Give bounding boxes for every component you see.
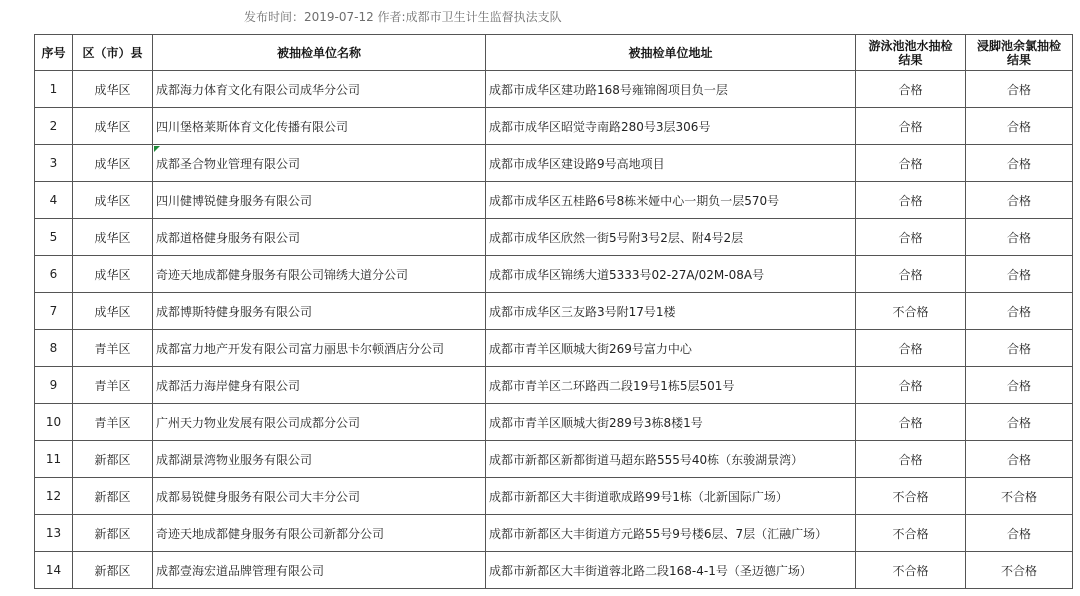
cell-foot-result: 合格 (966, 145, 1073, 182)
header-foot-result-line2: 结果 (1006, 52, 1031, 67)
cell-no: 5 (35, 219, 73, 256)
cell-district: 成华区 (73, 108, 153, 145)
cell-no: 6 (35, 256, 73, 293)
table-row (35, 404, 1073, 441)
cell-foot-result: 合格 (966, 404, 1073, 441)
table-row (35, 182, 1073, 219)
cell-no: 3 (35, 145, 73, 182)
cell-district: 青羊区 (73, 367, 153, 404)
table-body (35, 71, 1073, 589)
cell-unit-address: 成都市青羊区顺城大街269号富力中心 (486, 330, 856, 367)
header-no: 序号 (35, 35, 73, 71)
cell-district: 新都区 (73, 441, 153, 478)
cell-foot-result: 合格 (966, 367, 1073, 404)
cell-unit-name: 四川健博锐健身服务有限公司 (153, 182, 486, 219)
cell-unit-name: 奇迹天地成都健身服务有限公司新都分公司 (153, 515, 486, 552)
header-district: 区（市）县 (73, 35, 153, 71)
cell-unit-address: 成都市青羊区二环路西二段19号1栋5层501号 (486, 367, 856, 404)
cell-unit-name: 奇迹天地成都健身服务有限公司锦绣大道分公司 (153, 256, 486, 293)
cell-pool-result: 合格 (856, 404, 966, 441)
cell-no: 14 (35, 552, 73, 589)
cell-unit-address: 成都市成华区昭觉寺南路280号3层306号 (486, 108, 856, 145)
header-pool-result-line2: 结果 (898, 52, 923, 67)
cell-district: 成华区 (73, 219, 153, 256)
cell-comment-marker (154, 146, 160, 152)
cell-unit-name: 成都活力海岸健身有限公司 (153, 367, 486, 404)
cell-district: 成华区 (73, 293, 153, 330)
table-row (35, 330, 1073, 367)
cell-district: 成华区 (73, 71, 153, 108)
cell-district: 青羊区 (73, 330, 153, 367)
header-foot-result (966, 35, 1073, 71)
cell-foot-result: 合格 (966, 71, 1073, 108)
cell-foot-result: 合格 (966, 293, 1073, 330)
header-pool-result-line1: 游泳池池水抽检 (868, 38, 953, 53)
cell-district: 青羊区 (73, 404, 153, 441)
cell-pool-result: 合格 (856, 330, 966, 367)
cell-pool-result: 不合格 (856, 552, 966, 589)
table-row (35, 552, 1073, 589)
cell-district: 成华区 (73, 256, 153, 293)
cell-pool-result: 不合格 (856, 515, 966, 552)
cell-pool-result: 不合格 (856, 478, 966, 515)
cell-unit-name: 成都壹海宏道品牌管理有限公司 (153, 552, 486, 589)
cell-pool-result: 合格 (856, 441, 966, 478)
cell-district: 新都区 (73, 552, 153, 589)
header-unit-address: 被抽检单位地址 (486, 35, 856, 71)
cell-unit-name: 成都湖景湾物业服务有限公司 (153, 441, 486, 478)
cell-unit-address: 成都市成华区三友路3号附17号1楼 (486, 293, 856, 330)
table-row (35, 219, 1073, 256)
cell-unit-address: 成都市新都区大丰街道方元路55号9号楼6层、7层（汇融广场） (486, 515, 856, 552)
table-row (35, 441, 1073, 478)
cell-foot-result: 合格 (966, 108, 1073, 145)
cell-no: 12 (35, 478, 73, 515)
cell-unit-address: 成都市青羊区顺城大街289号3栋8楼1号 (486, 404, 856, 441)
table-row (35, 367, 1073, 404)
cell-pool-result: 合格 (856, 71, 966, 108)
cell-unit-address: 成都市成华区建设路9号高地项目 (486, 145, 856, 182)
cell-no: 9 (35, 367, 73, 404)
table-header-row (35, 35, 1073, 71)
cell-no: 13 (35, 515, 73, 552)
table-row (35, 108, 1073, 145)
cell-unit-address: 成都市新都区大丰街道蓉北路二段168-4-1号（圣迈德广场） (486, 552, 856, 589)
cell-unit-address: 成都市新都区大丰街道歌成路99号1栋（北新国际广场） (486, 478, 856, 515)
cell-unit-name: 成都富力地产开发有限公司富力丽思卡尔顿酒店分公司 (153, 330, 486, 367)
cell-unit-address: 成都市新都区新都街道马超东路555号40栋（东骏湖景湾） (486, 441, 856, 478)
cell-pool-result: 合格 (856, 256, 966, 293)
cell-pool-result: 合格 (856, 219, 966, 256)
cell-pool-result: 不合格 (856, 293, 966, 330)
cell-no: 4 (35, 182, 73, 219)
header-unit-name: 被抽检单位名称 (153, 35, 486, 71)
cell-foot-result: 合格 (966, 219, 1073, 256)
table-row (35, 256, 1073, 293)
cell-foot-result: 合格 (966, 256, 1073, 293)
header-pool-result (856, 35, 966, 71)
cell-no: 8 (35, 330, 73, 367)
cell-unit-address: 成都市成华区锦绣大道5333号02-27A/02M-08A号 (486, 256, 856, 293)
cell-unit-name: 成都海力体育文化有限公司成华分公司 (153, 71, 486, 108)
cell-unit-address: 成都市成华区欣然一街5号附3号2层、附4号2层 (486, 219, 856, 256)
cell-foot-result: 合格 (966, 515, 1073, 552)
header-foot-result-line1: 浸脚池余氯抽检 (976, 38, 1061, 53)
cell-unit-name: 成都博斯特健身服务有限公司 (153, 293, 486, 330)
cell-foot-result: 合格 (966, 182, 1073, 219)
inspection-results-table (34, 34, 1073, 589)
cell-foot-result: 合格 (966, 441, 1073, 478)
table-row (35, 478, 1073, 515)
cell-no: 2 (35, 108, 73, 145)
cell-district: 成华区 (73, 145, 153, 182)
publish-info: 发布时间：2019-07-12 作者:成都市卫生计生监督执法支队 (244, 10, 562, 24)
table-row (35, 293, 1073, 330)
cell-unit-name: 成都道格健身服务有限公司 (153, 219, 486, 256)
cell-unit-address: 成都市成华区五桂路6号8栋米娅中心一期负一层570号 (486, 182, 856, 219)
cell-unit-name: 成都易锐健身服务有限公司大丰分公司 (153, 478, 486, 515)
cell-foot-result: 不合格 (966, 478, 1073, 515)
cell-district: 成华区 (73, 182, 153, 219)
cell-unit-name: 四川堡格莱斯体育文化传播有限公司 (153, 108, 486, 145)
cell-foot-result: 不合格 (966, 552, 1073, 589)
table-row (35, 71, 1073, 108)
cell-pool-result: 合格 (856, 145, 966, 182)
cell-no: 7 (35, 293, 73, 330)
cell-unit-address: 成都市成华区建功路168号雍锦阁项目负一层 (486, 71, 856, 108)
cell-unit-name: 广州天力物业发展有限公司成都分公司 (153, 404, 486, 441)
cell-foot-result: 合格 (966, 330, 1073, 367)
cell-unit-name: 成都圣合物业管理有限公司 (153, 145, 486, 182)
cell-district: 新都区 (73, 478, 153, 515)
cell-no: 10 (35, 404, 73, 441)
cell-pool-result: 合格 (856, 367, 966, 404)
table-row (35, 515, 1073, 552)
cell-no: 1 (35, 71, 73, 108)
cell-pool-result: 合格 (856, 182, 966, 219)
cell-pool-result: 合格 (856, 108, 966, 145)
cell-district: 新都区 (73, 515, 153, 552)
cell-no: 11 (35, 441, 73, 478)
table-row (35, 145, 1073, 182)
